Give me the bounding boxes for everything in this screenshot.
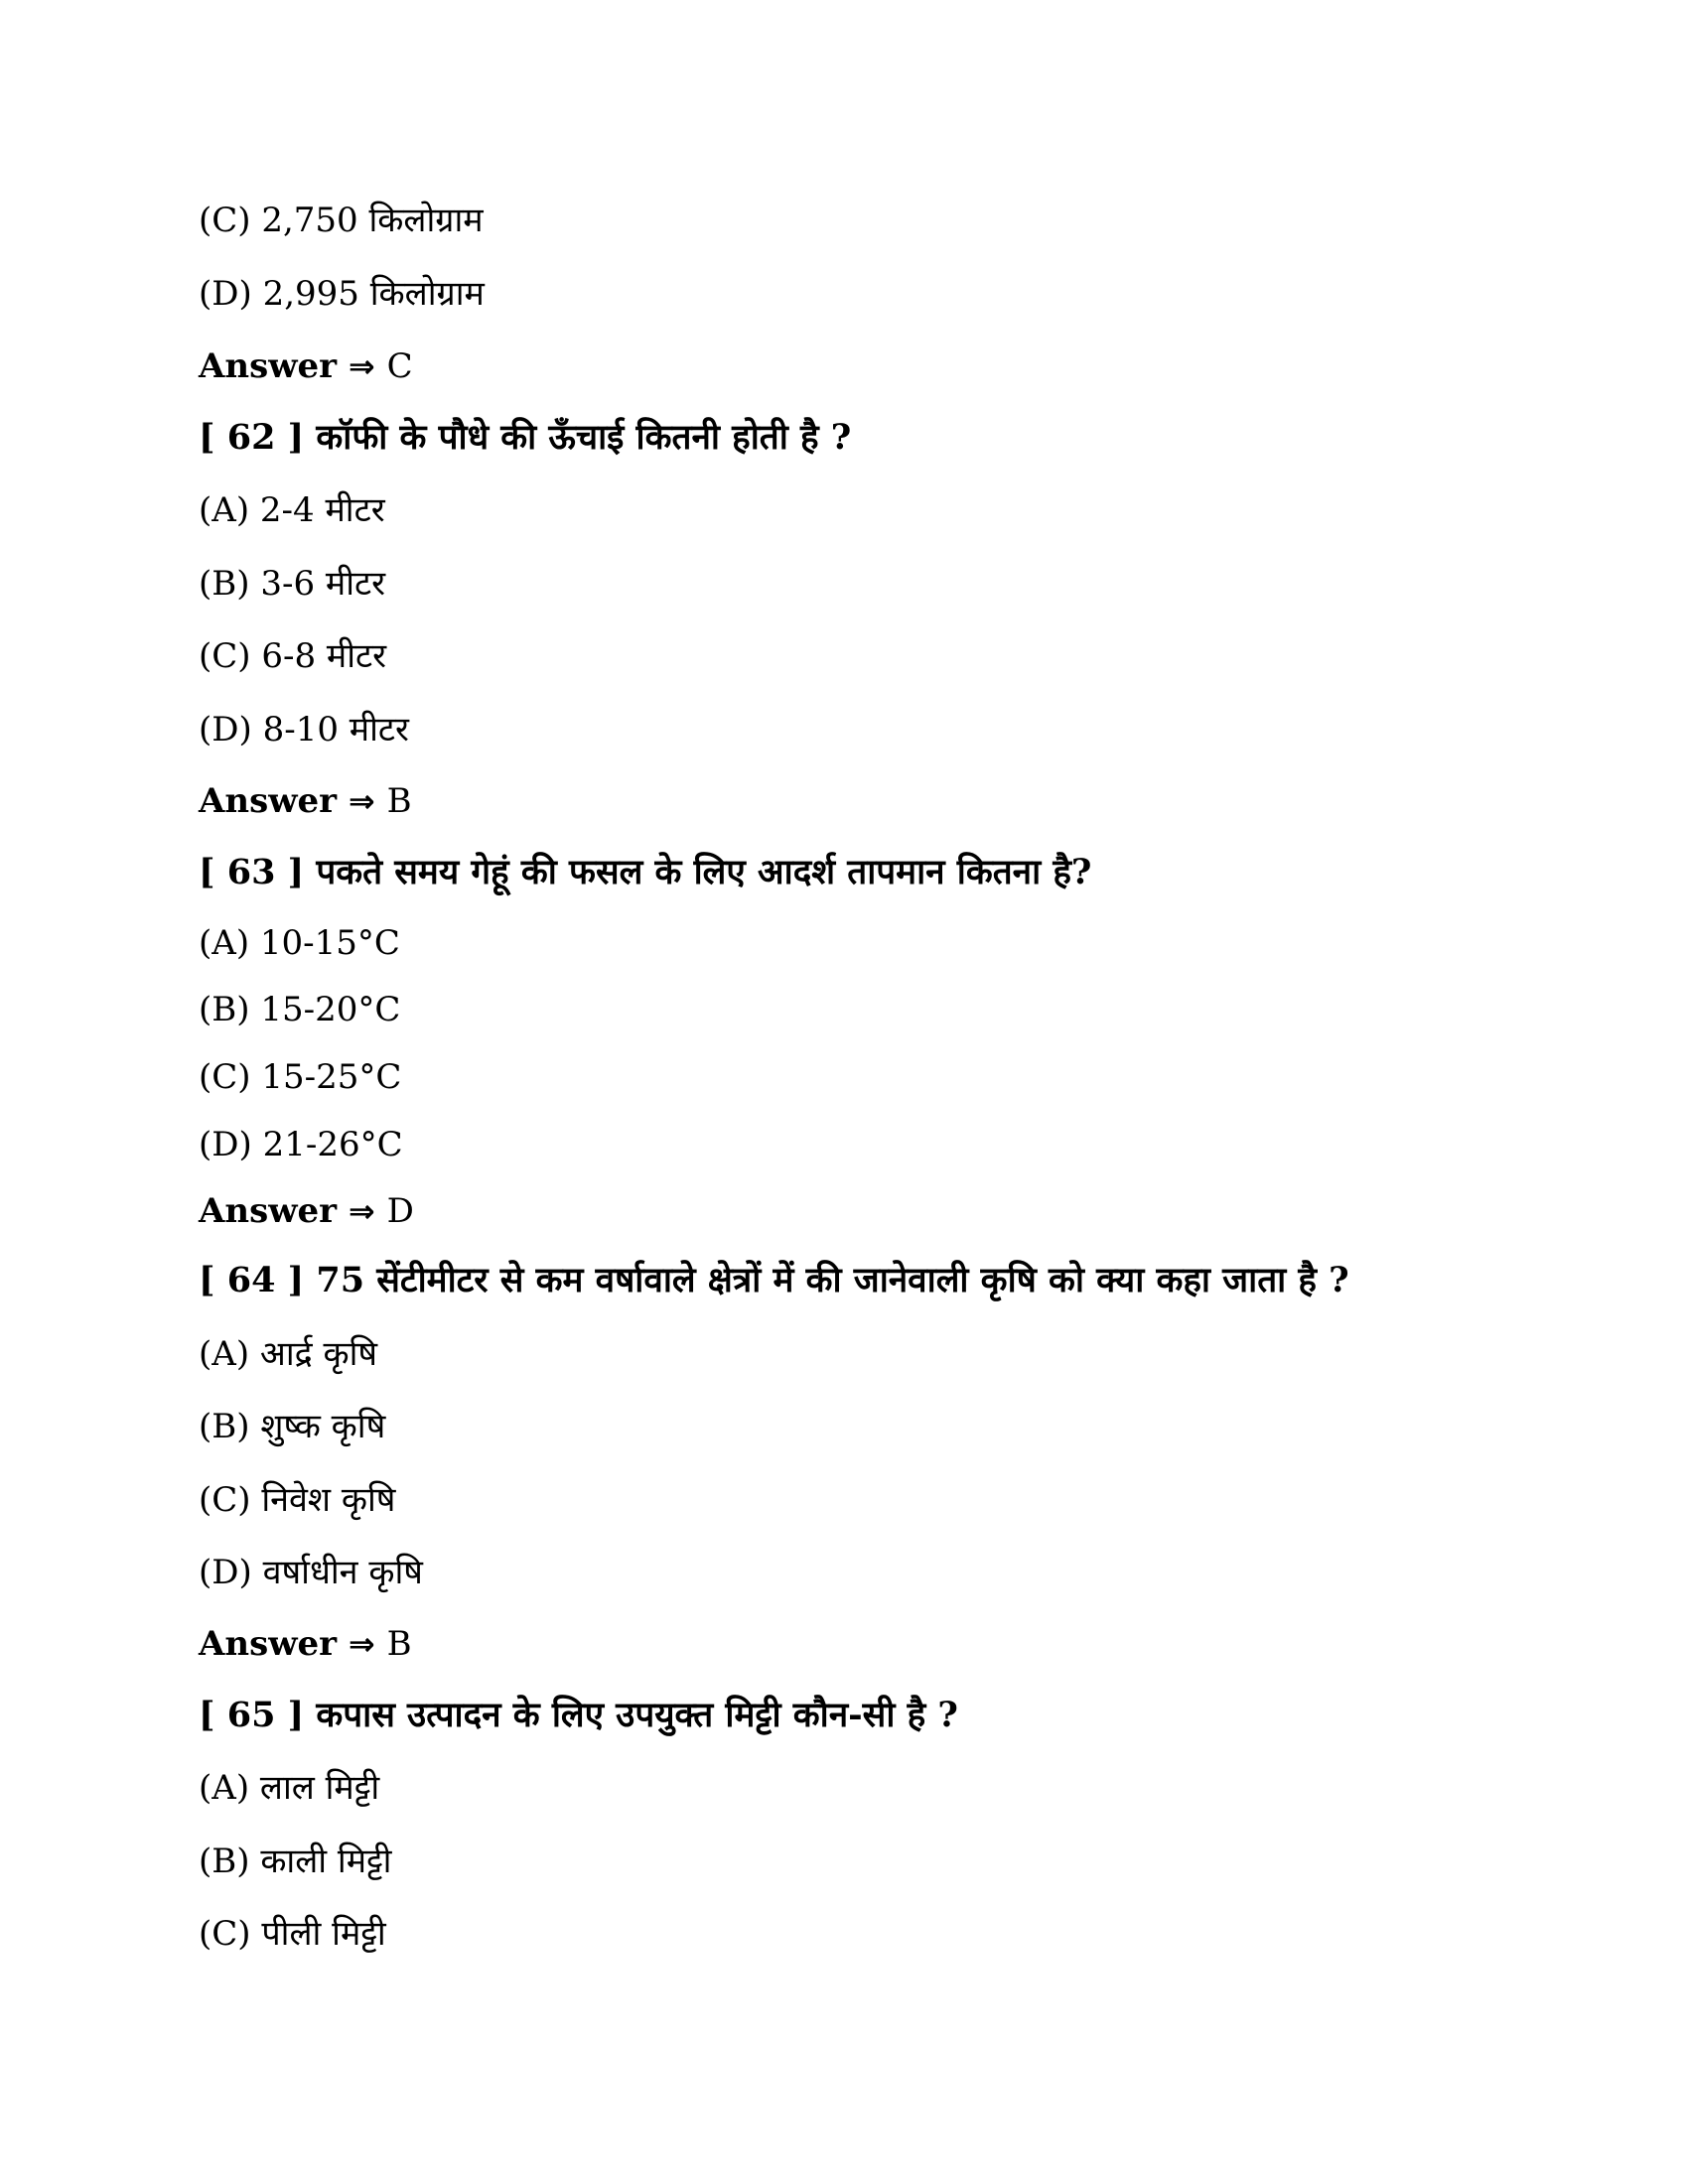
answer-value: D <box>386 1191 414 1231</box>
option-line: (B) शुष्क कृषि <box>199 1407 386 1446</box>
option-line: (D) वर्षाधीन कृषि <box>199 1553 423 1592</box>
right-double-arrow-icon: ⇒ <box>348 782 375 820</box>
question-line: [ 65 ] कपास उत्पादन के लिए उपयुक्त मिट्टी कौन-सी है ? <box>199 1695 958 1735</box>
option-line: (A) 10-15°C <box>199 923 400 963</box>
answer-label: Answer <box>199 346 338 386</box>
question-line: [ 64 ] 75 सेंटीमीटर से कम वर्षावाले क्षेत्रों में की जानेवाली कृषि को क्या कहा जाता है ? <box>199 1260 1349 1300</box>
answer-value: B <box>386 1624 412 1664</box>
answer-label: Answer <box>199 1624 338 1664</box>
right-double-arrow-icon: ⇒ <box>348 347 375 385</box>
option-line: (A) 2-4 मीटर <box>199 490 385 530</box>
right-double-arrow-icon: ⇒ <box>348 1192 375 1230</box>
answer-line <box>199 344 413 388</box>
question-line: [ 62 ] कॉफी के पौधे की ऊँचाई कितनी होती है ? <box>199 417 852 458</box>
option-line: (A) आर्द्र कृषि <box>199 1334 378 1374</box>
option-line: (C) निवेश कृषि <box>199 1480 396 1520</box>
answer-value: C <box>386 346 413 386</box>
option-line: (D) 8-10 मीटर <box>199 710 409 750</box>
answer-line <box>199 779 412 823</box>
answer-value: B <box>386 781 412 821</box>
option-line: (D) 21-26°C <box>199 1125 403 1164</box>
option-line: (A) लाल मिट्टी <box>199 1768 380 1808</box>
right-double-arrow-icon: ⇒ <box>348 1625 375 1663</box>
option-line: (C) 6-8 मीटर <box>199 636 387 676</box>
answer-label: Answer <box>199 781 338 821</box>
option-line: (B) काली मिट्टी <box>199 1842 392 1881</box>
option-line: (B) 3-6 मीटर <box>199 564 386 604</box>
option-line: (C) पीली मिट्टी <box>199 1914 386 1954</box>
option-line: (C) 15-25°C <box>199 1057 402 1097</box>
answer-line <box>199 1622 412 1666</box>
answer-label: Answer <box>199 1191 338 1231</box>
answer-line <box>199 1189 414 1233</box>
option-line: (B) 15-20°C <box>199 990 401 1029</box>
option-line: (D) 2,995 किलोग्राम <box>199 274 485 314</box>
option-line: (C) 2,750 किलोग्राम <box>199 201 484 240</box>
question-line: [ 63 ] पकते समय गेहूं की फसल के लिए आदर्श तापमान कितना है? <box>199 852 1092 892</box>
